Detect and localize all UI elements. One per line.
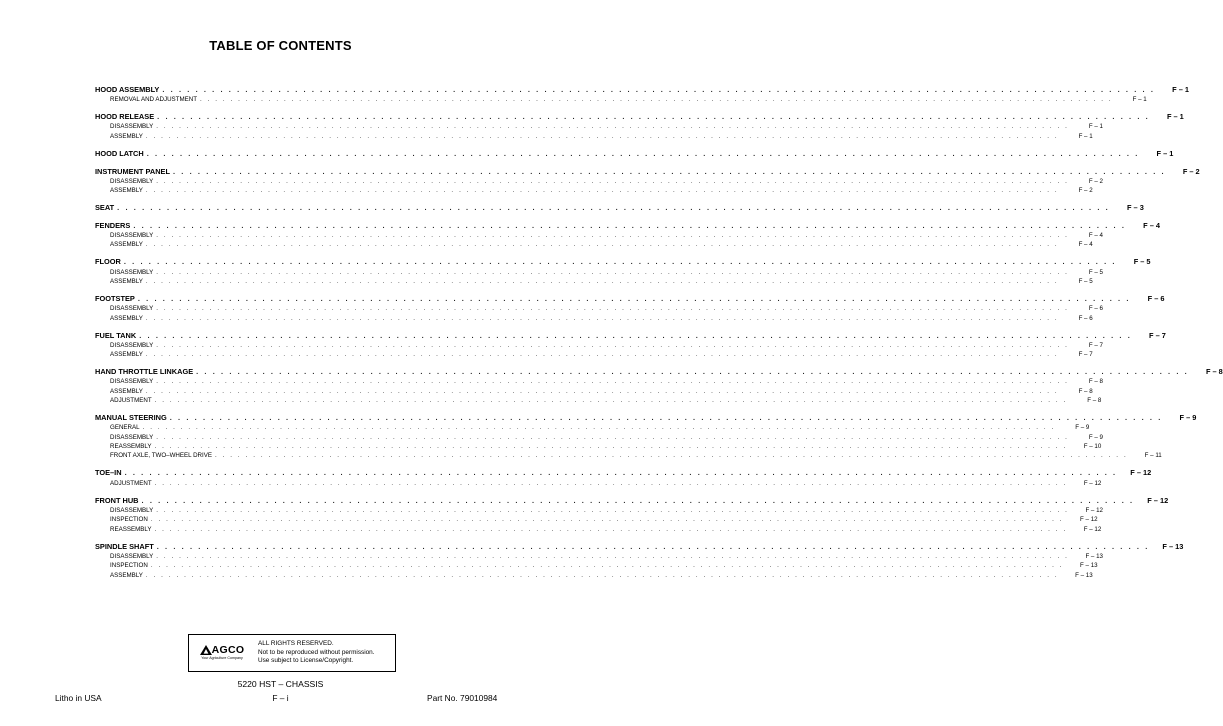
toc-page-number: F – 3 (1126, 203, 1144, 213)
rights-line: Not to be reproduced without permission. (258, 648, 375, 656)
page-title: TABLE OF CONTENTS (209, 38, 352, 53)
toc-subitem-row (95, 479, 1102, 488)
dot-leader: . . . . . . . . . . . . . . . . . . . . . . . . . . . . . . . . . . . . . . . . . . . . . . . . . . . . . . . . . . . . . . . . . . . . . . . . . . . . . . . . . . . . . . . . . . . . . . . . . . . . . . . . . . . . . . . . . . . . . . . . (154, 397, 1068, 405)
dot-leader: . . . . . . . . . . . . . . . . . . . . . . . . . . . . . . . . . . . . . . . . . . . . . . . . . . . . . . . . . . . . . . . . . . . . . . . . . . . . . . . . . . . . . . . . . . . . . . . . . . . . . . . . . . . . . . . . . . . . . . . . (145, 387, 1059, 395)
toc-subitem-row (95, 442, 1102, 451)
toc-subitem-row (95, 304, 1103, 313)
toc-subitem-label: DISASSEMBLY (110, 378, 154, 386)
dot-leader: . . . . . . . . . . . . . . . . . . . . . . . . . . . . . . . . . . . . . . . . . . . . . . . . . . . . . . . . . . . . . . . . . . . . . . . . . . . . . . . . . . . . . . . . . . . . . . . . . . . . . . . . . . . . . . . . . . . . . . . . (196, 367, 1189, 377)
toc-subitem-label: FRONT AXLE, TWO–WHEEL DRIVE (110, 452, 212, 460)
footer-part-number: Part No. 79010984 (427, 693, 498, 703)
footer-page-number: F – i (272, 693, 289, 703)
footer-model: 5220 HST – CHASSIS (237, 679, 324, 689)
toc-subitem-row (95, 423, 1090, 432)
toc-page-number: F – 12 (1130, 468, 1152, 478)
toc-subitem-row (95, 561, 1098, 570)
toc-section (95, 541, 1184, 580)
toc-subitem-row (95, 95, 1147, 104)
toc-page-number: F – 2 (1078, 187, 1093, 195)
toc-subitem-row (95, 525, 1102, 534)
toc-subitem-label: INSPECTION (110, 562, 148, 570)
dot-leader: . . . . . . . . . . . . . . . . . . . . . . . . . . . . . . . . . . . . . . . . . . . . . . . . . . . . . . . . . . . . . . . . . . . . . . . . . . . . . . . . . . . . . . . . . . . . . . . . . . . . . . . . . . . . . . . . . . . . . . . . (156, 232, 1069, 240)
toc-page-number: F – 13 (1080, 562, 1098, 570)
dot-leader: . . . . . . . . . . . . . . . . . . . . . . . . . . . . . . . . . . . . . . . . . . . . . . . . . . . . . . . . . . . . . . . . . . . . . . . . . . . . . . . . . . . . . . . . . . . . . . . . . . . . . . . . . . . . . . . . . . . . . . . . (150, 516, 1064, 524)
toc-section (95, 203, 1144, 213)
toc-subitem-label: DISASSEMBLY (110, 433, 154, 441)
toc-page-number: F – 9 (1075, 424, 1090, 432)
dot-leader: . . . . . . . . . . . . . . . . . . . . . . . . . . . . . . . . . . . . . . . . . . . . . . . . . . . . . . . . . . . . . . . . . . . . . . . . . . . . . . . . . . . . . . . . . . . . . . . . . . . . . . . . . . . . . . . . . . . . . . . . (169, 413, 1163, 423)
toc-section-row (95, 148, 1174, 159)
toc-section-row (95, 112, 1184, 122)
copyright-notice-box (188, 634, 396, 672)
dot-leader: . . . . . . . . . . . . . . . . . . . . . . . . . . . . . . . . . . . . . . . . . . . . . . . . . . . . . . . . . . . . . . . . . . . . . . . . . . . . . . . . . . . . . . . . . . . . . . . . . . . . . . . . . . . . . . . . . . . . . . . . (156, 541, 1150, 551)
toc-page-number: F – 12 (1085, 506, 1103, 514)
toc-subitem-row (95, 122, 1103, 131)
toc-section (95, 148, 1174, 159)
toc-section (95, 257, 1151, 286)
toc-subitem-row (95, 387, 1093, 396)
toc-page-number: F – 1 (1088, 123, 1103, 131)
dot-leader: . . . . . . . . . . . . . . . . . . . . . . . . . . . . . . . . . . . . . . . . . . . . . . . . . . . . . . . . . . . . . . . . . . . . . . . . . . . . . . . . . . . . . . . . . . . . . . . . . . . . . . . . . . . . . . . . . . . . . . . . (117, 203, 1110, 213)
toc-page-number: F – 2 (1182, 166, 1200, 176)
dot-leader: . . . . . . . . . . . . . . . . . . . . . . . . . . . . . . . . . . . . . . . . . . . . . . . . . . . . . . . . . . . . . . . . . . . . . . . . . . . . . . . . . . . . . . . . . . . . . . . . . . . . . . . . . . . . . . . . . . . . . . . . (156, 552, 1069, 560)
toc-subitem-row (95, 277, 1093, 286)
toc-section-row (95, 541, 1184, 552)
logo-wordmark: AGCO (211, 644, 245, 656)
toc-page-number: F – 1 (1172, 85, 1189, 94)
dot-leader: . . . . . . . . . . . . . . . . . . . . . . . . . . . . . . . . . . . . . . . . . . . . . . . . . . . . . . . . . . . . . . . . . . . . . . . . . . . . . . . . . . . . . . . . . . . . . . . . . . . . . . . . . . . . . . . . . . . . . . . . (156, 268, 1069, 276)
dot-leader: . . . . . . . . . . . . . . . . . . . . . . . . . . . . . . . . . . . . . . . . . . . . . . . . . . . . . . . . . . . . . . . . . . . . . . . . . . . . . . . . . . . . . . . . . . . . . . . . . . . . . . . . . . . . . . . . . . . . . . . . (145, 278, 1059, 285)
agco-logo (189, 635, 251, 671)
toc-subitem-row (95, 350, 1093, 359)
toc-section-row (95, 495, 1169, 506)
toc-page-number: F – 12 (1083, 525, 1102, 533)
toc-subitem-row (95, 231, 1103, 240)
dot-leader: . . . . . . . . . . . . . . . . . . . . . . . . . . . . . . . . . . . . . . . . . . . . . . . . . . . . . . . . . . . . . . . . . . . . . . . . . . . . . . . . . . . . . . . . . . . . . . . . . . . . . . . . . . . . . . . . . . . . . . . . (141, 495, 1135, 505)
toc-section-row (95, 166, 1200, 177)
toc-subitem-row (95, 240, 1093, 249)
dot-leader: . . . . . . . . . . . . . . . . . . . . . . . . . . . . . . . . . . . . . . . . . . . . . . . . . . . . . . . . . . . . . . . . . . . . . . . . . . . . . . . . . . . . . . . . . . . . . . . . . . . . . . . . . . . . . . . . . . . . . . . . (145, 314, 1059, 322)
dot-leader: . . . . . . . . . . . . . . . . . . . . . . . . . . . . . . . . . . . . . . . . . . . . . . . . . . . . . . . . . . . . . . . . . . . . . . . . . . . . . . . . . . . . . . . . . . . . . . . . . . . . . . . . . . . . . . . . . . . . . . . . (145, 571, 1059, 579)
toc-subitem-label: ASSEMBLY (110, 314, 143, 322)
dot-leader: . . . . . . . . . . . . . . . . . . . . . . . . . . . . . . . . . . . . . . . . . . . . . . . . . . . . . . . . . . . . . . . . . . . . . . . . . . . . . . . . . . . . . . . . . . . . . . . . . . . . . . . . . . . . . . . . . . . . . . . . (156, 341, 1069, 349)
dot-leader: . . . . . . . . . . . . . . . . . . . . . . . . . . . . . . . . . . . . . . . . . . . . . . . . . . . . . . . . . . . . . . . . . . . . . . . . . . . . . . . . . . . . . . . . . . . . . . . . . . . . . . . . . . . . . . . . . . . . . . . . (137, 293, 1131, 303)
toc-page-number: F – 8 (1087, 397, 1102, 405)
rights-text (251, 640, 395, 666)
toc-section (95, 495, 1169, 534)
dot-leader: . . . . . . . . . . . . . . . . . . . . . . . . . . . . . . . . . . . . . . . . . . . . . . . . . . . . . . . . . . . . . . . . . . . . . . . . . . . . . . . . . . . . . . . . . . . . . . . . . . . . . . . . . . . . . . . . . . . . . . . . (156, 123, 1069, 131)
toc-page-number: F – 4 (1143, 220, 1160, 230)
toc-section-row (95, 413, 1197, 423)
toc-subitem-label: REASSEMBLY (110, 525, 152, 533)
toc-section-title: FRONT HUB (95, 495, 139, 505)
dot-leader: . . . . . . . . . . . . . . . . . . . . . . . . . . . . . . . . . . . . . . . . . . . . . . . . . . . . . . . . . . . . . . . . . . . . . . . . . . . . . . . . . . . . . . . . . . . . . . . . . . . . . . . . . . . . . . . . . . . . . . . . (139, 330, 1132, 340)
logo-tagline: Your Agriculture Company (201, 656, 243, 660)
toc-section-title: HAND THROTTLE LINKAGE (95, 367, 194, 377)
toc-subitem-row (95, 451, 1162, 460)
toc-page-number: F – 12 (1080, 516, 1098, 524)
dot-leader: . . . . . . . . . . . . . . . . . . . . . . . . . . . . . . . . . . . . . . . . . . . . . . . . . . . . . . . . . . . . . . . . . . . . . . . . . . . . . . . . . . . . . . . . . . . . . . . . . . . . . . . . . . . . . . . . . . . . . . . . (145, 241, 1059, 249)
toc-page-number: F – 2 (1088, 177, 1103, 185)
toc-page-number: F – 7 (1078, 351, 1093, 359)
toc-page-number: F – 12 (1147, 495, 1169, 505)
toc-section-row (95, 330, 1166, 341)
toc-page-number: F – 8 (1088, 378, 1103, 386)
toc-section-title: HOOD ASSEMBLY (95, 85, 160, 94)
toc-page-number: F – 12 (1083, 479, 1102, 487)
toc-page-number: F – 13 (1085, 552, 1103, 560)
toc-section-row (95, 257, 1151, 267)
toc-page-number: F – 11 (1144, 452, 1162, 460)
toc-section (95, 413, 1197, 461)
dot-leader: . . . . . . . . . . . . . . . . . . . . . . . . . . . . . . . . . . . . . . . . . . . . . . . . . . . . . . . . . . . . . . . . . . . . . . . . . . . . . . . . . . . . . . . . . . . . . . . . . . . . . . . . . . . . . . . . . . . . . . . . (156, 305, 1069, 313)
toc-section (95, 85, 1189, 105)
toc-subitem-label: ASSEMBLY (110, 351, 143, 359)
toc-subitem-label: INSPECTION (110, 516, 148, 524)
toc-subitem-label: GENERAL (110, 424, 140, 432)
toc-subitem-label: DISASSEMBLY (110, 341, 154, 349)
toc-page-number: F – 4 (1088, 232, 1103, 240)
toc-page-number: F – 10 (1083, 443, 1102, 451)
toc-subitem-label: ADJUSTMENT (110, 479, 152, 487)
dot-leader: . . . . . . . . . . . . . . . . . . . . . . . . . . . . . . . . . . . . . . . . . . . . . . . . . . . . . . . . . . . . . . . . . . . . . . . . . . . . . . . . . . . . . . . . . . . . . . . . . . . . . . . . . . . . . . . . . . . . . . . . (156, 177, 1069, 185)
toc-page-number: F – 8 (1205, 367, 1223, 377)
dot-leader: . . . . . . . . . . . . . . . . . . . . . . . . . . . . . . . . . . . . . . . . . . . . . . . . . . . . . . . . . . . . . . . . . . . . . . . . . . . . . . . . . . . . . . . . . . . . . . . . . . . . . . . . . . . . . . . . . . . . . . . . (124, 468, 1118, 478)
dot-leader: . . . . . . . . . . . . . . . . . . . . . . . . . . . . . . . . . . . . . . . . . . . . . . . . . . . . . . . . . . . . . . . . . . . . . . . . . . . . . . . . . . . . . . . . . . . . . . . . . . . . . . . . . . . . . . . . . . . . . . . . (157, 112, 1150, 122)
dot-leader: . . . . . . . . . . . . . . . . . . . . . . . . . . . . . . . . . . . . . . . . . . . . . . . . . . . . . . . . . . . . . . . . . . . . . . . . . . . . . . . . . . . . . . . . . . . . . . . . . . . . . . . . . . . . . . . . . . . . . . . . (142, 424, 1056, 432)
toc-subitem-row (95, 552, 1103, 561)
toc-page-number: F – 1 (1156, 148, 1174, 158)
toc-page-number: F – 5 (1133, 257, 1151, 267)
toc-subitem-row (95, 341, 1103, 350)
toc-subitem-label: DISASSEMBLY (110, 268, 154, 276)
dot-leader: . . . . . . . . . . . . . . . . . . . . . . . . . . . . . . . . . . . . . . . . . . . . . . . . . . . . . . . . . . . . . . . . . . . . . . . . . . . . . . . . . . . . . . . . . . . . . . . . . . . . . . . . . . . . . . . . . . . . . . . . (146, 148, 1140, 158)
toc-page-number: F – 1 (1132, 96, 1147, 104)
dot-leader: . . . . . . . . . . . . . . . . . . . . . . . . . . . . . . . . . . . . . . . . . . . . . . . . . . . . . . . . . . . . . . . . . . . . . . . . . . . . . . . . . . . . . . . . . . . . . . . . . . . . . . . . . . . . . . . . . . . . . . . . (156, 433, 1069, 441)
toc-section-title: FLOOR (95, 257, 121, 267)
table-of-contents (95, 85, 1223, 587)
toc-section-row (95, 203, 1144, 213)
toc-subitem-row (95, 515, 1098, 524)
toc-section (95, 220, 1160, 250)
toc-page-number: F – 13 (1162, 541, 1184, 551)
toc-page-number: F – 9 (1179, 413, 1197, 423)
dot-leader: . . . . . . . . . . . . . . . . . . . . . . . . . . . . . . . . . . . . . . . . . . . . . . . . . . . . . . . . . . . . . . . . . . . . . . . . . . . . . . . . . . . . . . . . . . . . . . . . . . . . . . . . . . . . . . . . . . . . . . . . (150, 562, 1064, 570)
toc-subitem-label: DISASSEMBLY (110, 177, 154, 185)
toc-subitem-label: DISASSEMBLY (110, 123, 154, 131)
toc-section (95, 367, 1223, 405)
toc-subitem-row (95, 377, 1103, 386)
dot-leader: . . . . . . . . . . . . . . . . . . . . . . . . . . . . . . . . . . . . . . . . . . . . . . . . . . . . . . . . . . . . . . . . . . . . . . . . . . . . . . . . . . . . . . . . . . . . . . . . . . . . . . . . . . . . . . . . . . . . . . . . (145, 351, 1059, 359)
toc-subitem-row (95, 396, 1102, 405)
toc-subitem-label: ADJUSTMENT (110, 397, 152, 405)
toc-section-title: SPINDLE SHAFT (95, 541, 154, 551)
toc-page-number: F – 6 (1078, 314, 1093, 322)
dot-leader: . . . . . . . . . . . . . . . . . . . . . . . . . . . . . . . . . . . . . . . . . . . . . . . . . . . . . . . . . . . . . . . . . . . . . . . . . . . . . . . . . . . . . . . . . . . . . . . . . . . . . . . . . . . . . . . . . . . . . . . . (145, 132, 1059, 140)
dot-leader: . . . . . . . . . . . . . . . . . . . . . . . . . . . . . . . . . . . . . . . . . . . . . . . . . . . . . . . . . . . . . . . . . . . . . . . . . . . . . . . . . . . . . . . . . . . . . . . . . . . . . . . . . . . . . . . . . . . . . . . . (123, 257, 1117, 267)
toc-section (95, 330, 1166, 360)
dot-leader: . . . . . . . . . . . . . . . . . . . . . . . . . . . . . . . . . . . . . . . . . . . . . . . . . . . . . . . . . . . . . . . . . . . . . . . . . . . . . . . . . . . . . . . . . . . . . . . . . . . . . . . . . . . . . . . . . . . . . . . . (133, 220, 1126, 230)
dot-leader: . . . . . . . . . . . . . . . . . . . . . . . . . . . . . . . . . . . . . . . . . . . . . . . . . . . . . . . . . . . . . . . . . . . . . . . . . . . . . . . . . . . . . . . . . . . . . . . . . . . . . . . . . . . . . . . . . . . . . . . . (154, 479, 1068, 487)
dot-leader: . . . . . . . . . . . . . . . . . . . . . . . . . . . . . . . . . . . . . . . . . . . . . . . . . . . . . . . . . . . . . . . . . . . . . . . . . . . . . . . . . . . . . . . . . . . . . . . . . . . . . . . . . . . . . . . . . . . . . . . . (154, 525, 1068, 533)
toc-subitem-label: DISASSEMBLY (110, 506, 154, 514)
dot-leader: . . . . . . . . . . . . . . . . . . . . . . . . . . . . . . . . . . . . . . . . . . . . . . . . . . . . . . . . . . . . . . . . . . . . . . . . . . . . . . . . . . . . . . . . . . . . . . . . . . . . . . . . . . . . . . . . . . . . . . . . (154, 443, 1068, 451)
toc-page-number: F – 9 (1088, 433, 1103, 441)
toc-subitem-label: DISASSEMBLY (110, 552, 154, 560)
toc-page-number: F – 8 (1078, 387, 1093, 395)
toc-section-title: HOOD RELEASE (95, 112, 155, 122)
toc-section-row (95, 367, 1223, 377)
toc-section-row (95, 468, 1152, 478)
footer-litho: Litho in USA (55, 693, 102, 703)
toc-subitem-row (95, 314, 1093, 323)
toc-section (95, 112, 1184, 141)
dot-leader: . . . . . . . . . . . . . . . . . . . . . . . . . . . . . . . . . . . . . . . . . . . . . . . . . . . . . . . . . . . . . . . . . . . . . . . . . . . . . . . . . . . . . . . . . . . . . . . . . . . . . . . . . . . . . . . . . . . . . . . . (215, 452, 1128, 460)
toc-page-number: F – 6 (1088, 305, 1103, 313)
toc-subitem-row (95, 268, 1103, 277)
toc-section-title: SEAT (95, 203, 115, 213)
dot-leader: . . . . . . . . . . . . . . . . . . . . . . . . . . . . . . . . . . . . . . . . . . . . . . . . . . . . . . . . . . . . . . . . . . . . . . . . . . . . . . . . . . . . . . . . . . . . . . . . . . . . . . . . . . . . . . . . . . . . . . . . (173, 166, 1166, 176)
dot-leader: . . . . . . . . . . . . . . . . . . . . . . . . . . . . . . . . . . . . . . . . . . . . . . . . . . . . . . . . . . . . . . . . . . . . . . . . . . . . . . . . . . . . . . . . . . . . . . . . . . . . . . . . . . . . . . . . . . . . . . . . (156, 378, 1069, 386)
toc-section-title: FUEL TANK (95, 330, 137, 340)
toc-subitem-row (95, 186, 1093, 195)
toc-section-row (95, 293, 1165, 304)
toc-subitem-label: ASSEMBLY (110, 187, 143, 195)
toc-subitem-label: ASSEMBLY (110, 278, 143, 285)
rights-line: Use subject to License/Copyright. (258, 657, 354, 665)
toc-page-number: F – 6 (1147, 293, 1165, 303)
toc-subitem-label: REASSEMBLY (110, 443, 152, 451)
toc-subitem-row (95, 132, 1093, 141)
toc-section-title: FOOTSTEP (95, 293, 135, 303)
toc-subitem-label: ASSEMBLY (110, 132, 143, 140)
toc-subitem-label: DISASSEMBLY (110, 305, 154, 313)
toc-subitem-row (95, 571, 1093, 580)
toc-section-title: FENDERS (95, 220, 131, 230)
toc-subitem-row (95, 177, 1103, 186)
toc-subitem-label: ASSEMBLY (110, 571, 143, 579)
toc-section-row (95, 85, 1189, 95)
toc-subitem-label: ASSEMBLY (110, 241, 143, 249)
dot-leader: . . . . . . . . . . . . . . . . . . . . . . . . . . . . . . . . . . . . . . . . . . . . . . . . . . . . . . . . . . . . . . . . . . . . . . . . . . . . . . . . . . . . . . . . . . . . . . . . . . . . . . . . . . . . . . . . . . . . . . . . (156, 506, 1069, 514)
toc-subitem-row (95, 433, 1103, 442)
toc-subitem-label: ASSEMBLY (110, 387, 143, 395)
agco-triangle-icon (200, 645, 212, 655)
dot-leader: . . . . . . . . . . . . . . . . . . . . . . . . . . . . . . . . . . . . . . . . . . . . . . . . . . . . . . . . . . . . . . . . . . . . . . . . . . . . . . . . . . . . . . . . . . . . . . . . . . . . . . . . . . . . . . . . . . . . . . . . (145, 187, 1059, 195)
toc-section-title: MANUAL STEERING (95, 413, 167, 423)
toc-section (95, 468, 1152, 488)
toc-page-number: F – 7 (1088, 341, 1103, 349)
toc-page-number: F – 5 (1088, 268, 1103, 276)
toc-section-title: HOOD LATCH (95, 148, 144, 158)
toc-page-number: F – 1 (1166, 112, 1184, 122)
toc-section-row (95, 220, 1160, 231)
toc-page-number: F – 4 (1078, 241, 1093, 249)
dot-leader: . . . . . . . . . . . . . . . . . . . . . . . . . . . . . . . . . . . . . . . . . . . . . . . . . . . . . . . . . . . . . . . . . . . . . . . . . . . . . . . . . . . . . . . . . . . . . . . . . . . . . . . . . . . . . . . . . . . . . . . . (199, 96, 1113, 104)
toc-section-title: INSTRUMENT PANEL (95, 166, 170, 176)
toc-page-number: F – 5 (1078, 278, 1093, 285)
toc-subitem-row (95, 506, 1103, 515)
toc-section (95, 166, 1200, 196)
rights-line: ALL RIGHTS RESERVED. (258, 639, 334, 647)
toc-page-number: F – 13 (1075, 571, 1093, 579)
toc-section-title: TOE–IN (95, 468, 122, 478)
toc-page-number: F – 7 (1149, 330, 1166, 340)
toc-subitem-label: DISASSEMBLY (110, 232, 154, 240)
toc-subitem-label: REMOVAL AND ADJUSTMENT (110, 96, 197, 104)
toc-page-number: F – 1 (1078, 132, 1093, 140)
toc-section (95, 293, 1165, 323)
dot-leader: . . . . . . . . . . . . . . . . . . . . . . . . . . . . . . . . . . . . . . . . . . . . . . . . . . . . . . . . . . . . . . . . . . . . . . . . . . . . . . . . . . . . . . . . . . . . . . . . . . . . . . . . . . . . . . . . . . . . . . . . (162, 85, 1155, 94)
